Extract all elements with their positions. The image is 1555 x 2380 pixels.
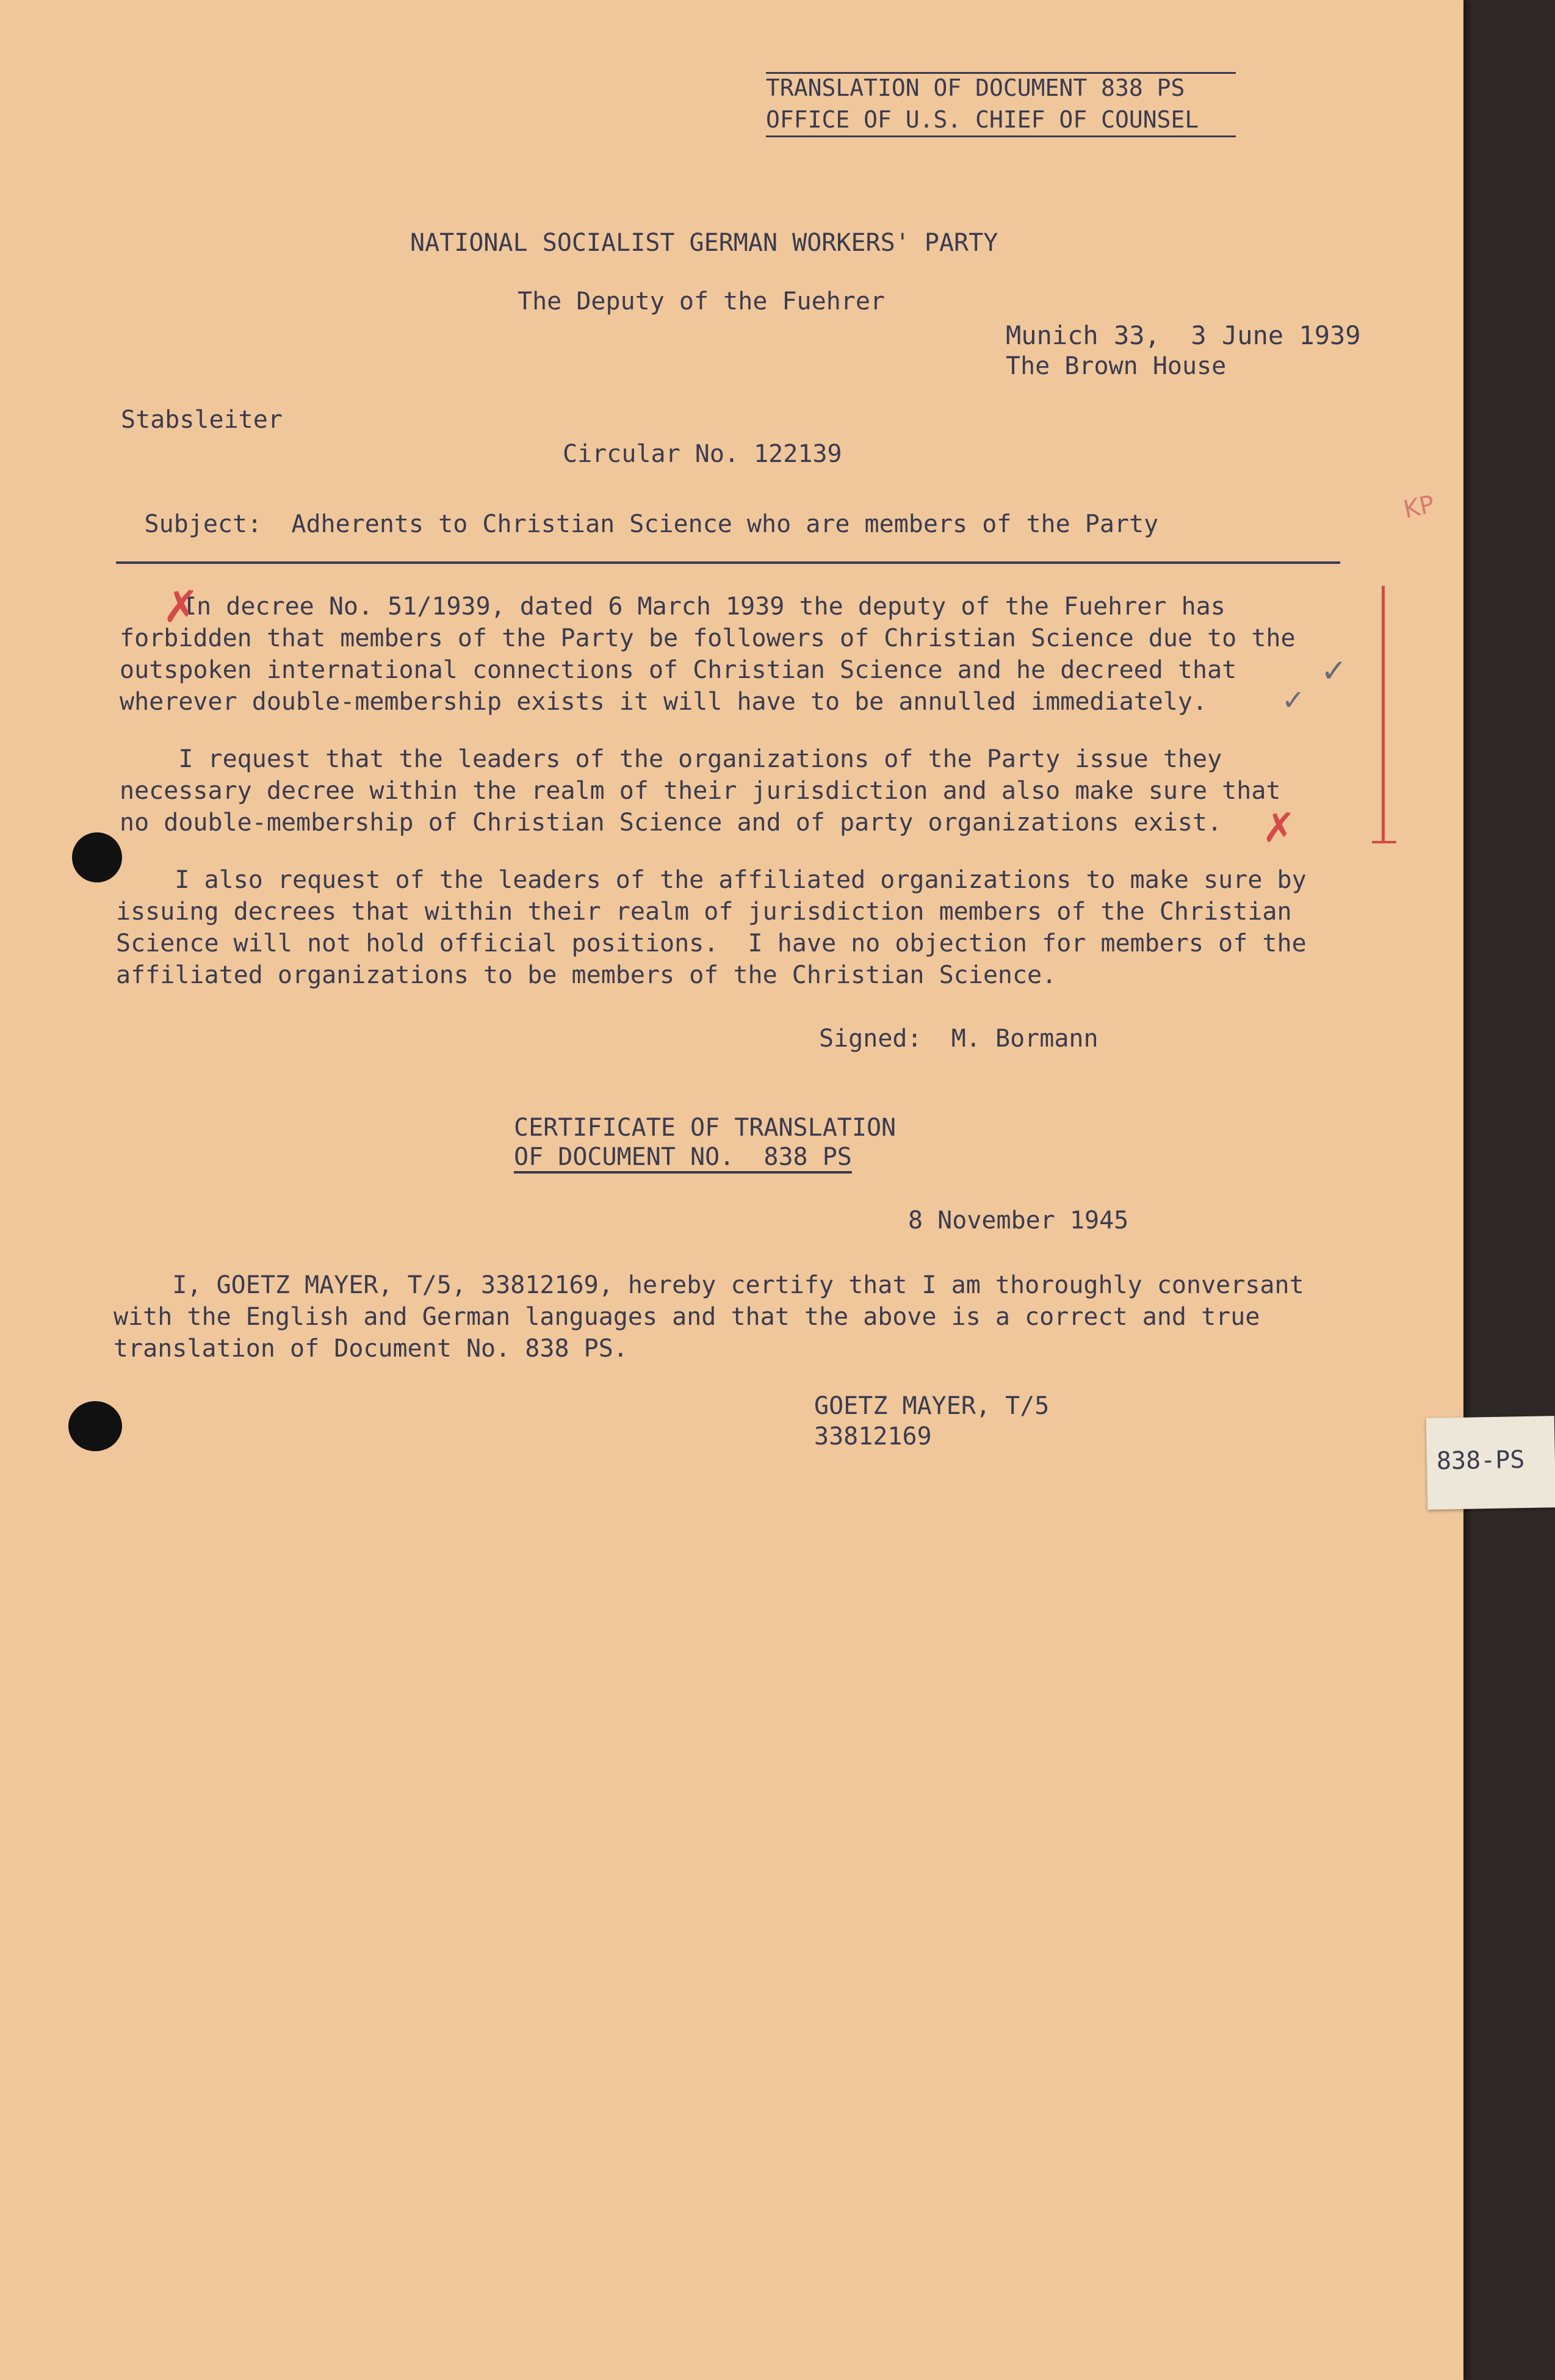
- building: The Brown House: [1006, 352, 1227, 380]
- paragraph-2-line: no double-membership of Christian Science and of party organizations exist.: [120, 809, 1222, 837]
- circular-number: Circular No. 122139: [563, 440, 842, 468]
- subject-label: Subject:: [144, 510, 262, 538]
- red-check-mark-paragraph-2: ✗: [1262, 804, 1296, 851]
- sender-title: Stabsleiter: [121, 406, 283, 434]
- header-rule-bottom: [766, 135, 1236, 137]
- paragraph-2-line: necessary decree within the realm of their jurisdiction and also make sure that: [120, 777, 1281, 805]
- red-margin-line: [1382, 586, 1385, 842]
- paragraph-3-line: issuing decrees that within their realm of jurisdiction members of the Christian: [116, 898, 1292, 926]
- paragraph-2-line: I request that the leaders of the organizations of the Party issue they: [120, 745, 1222, 773]
- office-title: The Deputy of the Fuehrer: [518, 287, 886, 316]
- document-tab: [1426, 1416, 1555, 1510]
- punch-hole-top: [72, 832, 122, 882]
- translation-header-line1: TRANSLATION OF DOCUMENT 838 PS: [766, 74, 1185, 101]
- red-margin-tick: [1372, 841, 1396, 843]
- certificate-title-line1: CERTIFICATE OF TRANSLATION: [514, 1114, 897, 1142]
- initials-annotation: KP: [1401, 490, 1437, 524]
- certificate-text-line: I, GOETZ MAYER, T/5, 33812169, hereby certify that I am thoroughly conversant: [114, 1271, 1304, 1299]
- signer-name: GOETZ MAYER, T/5: [814, 1392, 1050, 1420]
- pencil-mark-2: ✓: [1282, 683, 1305, 716]
- pencil-mark-1: ✓: [1321, 653, 1348, 690]
- paragraph-3-line: affiliated organizations to be members of the Christian Science.: [116, 961, 1057, 989]
- signature: Signed: M. Bormann: [819, 1025, 1099, 1053]
- certificate-date: 8 November 1945: [908, 1206, 1129, 1235]
- subject-text: Adherents to Christian Science who are members of the Party: [291, 510, 1159, 538]
- paragraph-1-line: forbidden that members of the Party be followers of Christian Science due to the: [120, 624, 1296, 652]
- header-rule-top: [766, 72, 1236, 74]
- paragraph-3-line: Science will not hold official positions. I have no objection for members of the: [116, 929, 1307, 957]
- red-check-mark-paragraph-1: ✗: [162, 581, 200, 632]
- party-name: NATIONAL SOCIALIST GERMAN WORKERS' PARTY: [410, 229, 998, 257]
- place-date: Munich 33, 3 June 1939: [1006, 320, 1361, 350]
- punch-hole-bottom: [68, 1401, 122, 1451]
- certificate-text-line: with the English and German languages and that the above is a correct and true: [114, 1303, 1260, 1331]
- paragraph-1-line: outspoken international connections of Christian Science and he decreed that: [120, 656, 1237, 684]
- certificate-title-line2: OF DOCUMENT NO. 838 PS: [514, 1143, 852, 1171]
- paragraph-1-line: wherever double-membership exists it will have to be annulled immediately.: [120, 688, 1208, 716]
- certificate-text-line: translation of Document No. 838 PS.: [114, 1335, 628, 1363]
- subject-line: [121, 497, 1158, 552]
- paragraph-1-line: In decree No. 51/1939, dated 6 March 1939 the deputy of the Fuehrer has: [182, 593, 1225, 621]
- paragraph-3-line: I also request of the leaders of the affiliated organizations to make sure by: [116, 866, 1307, 894]
- signer-number: 33812169: [814, 1423, 932, 1451]
- subject-rule: [116, 561, 1340, 564]
- tab-label: 838-PS: [1436, 1446, 1525, 1476]
- translation-header-line2: OFFICE OF U.S. CHIEF OF COUNSEL: [766, 106, 1199, 133]
